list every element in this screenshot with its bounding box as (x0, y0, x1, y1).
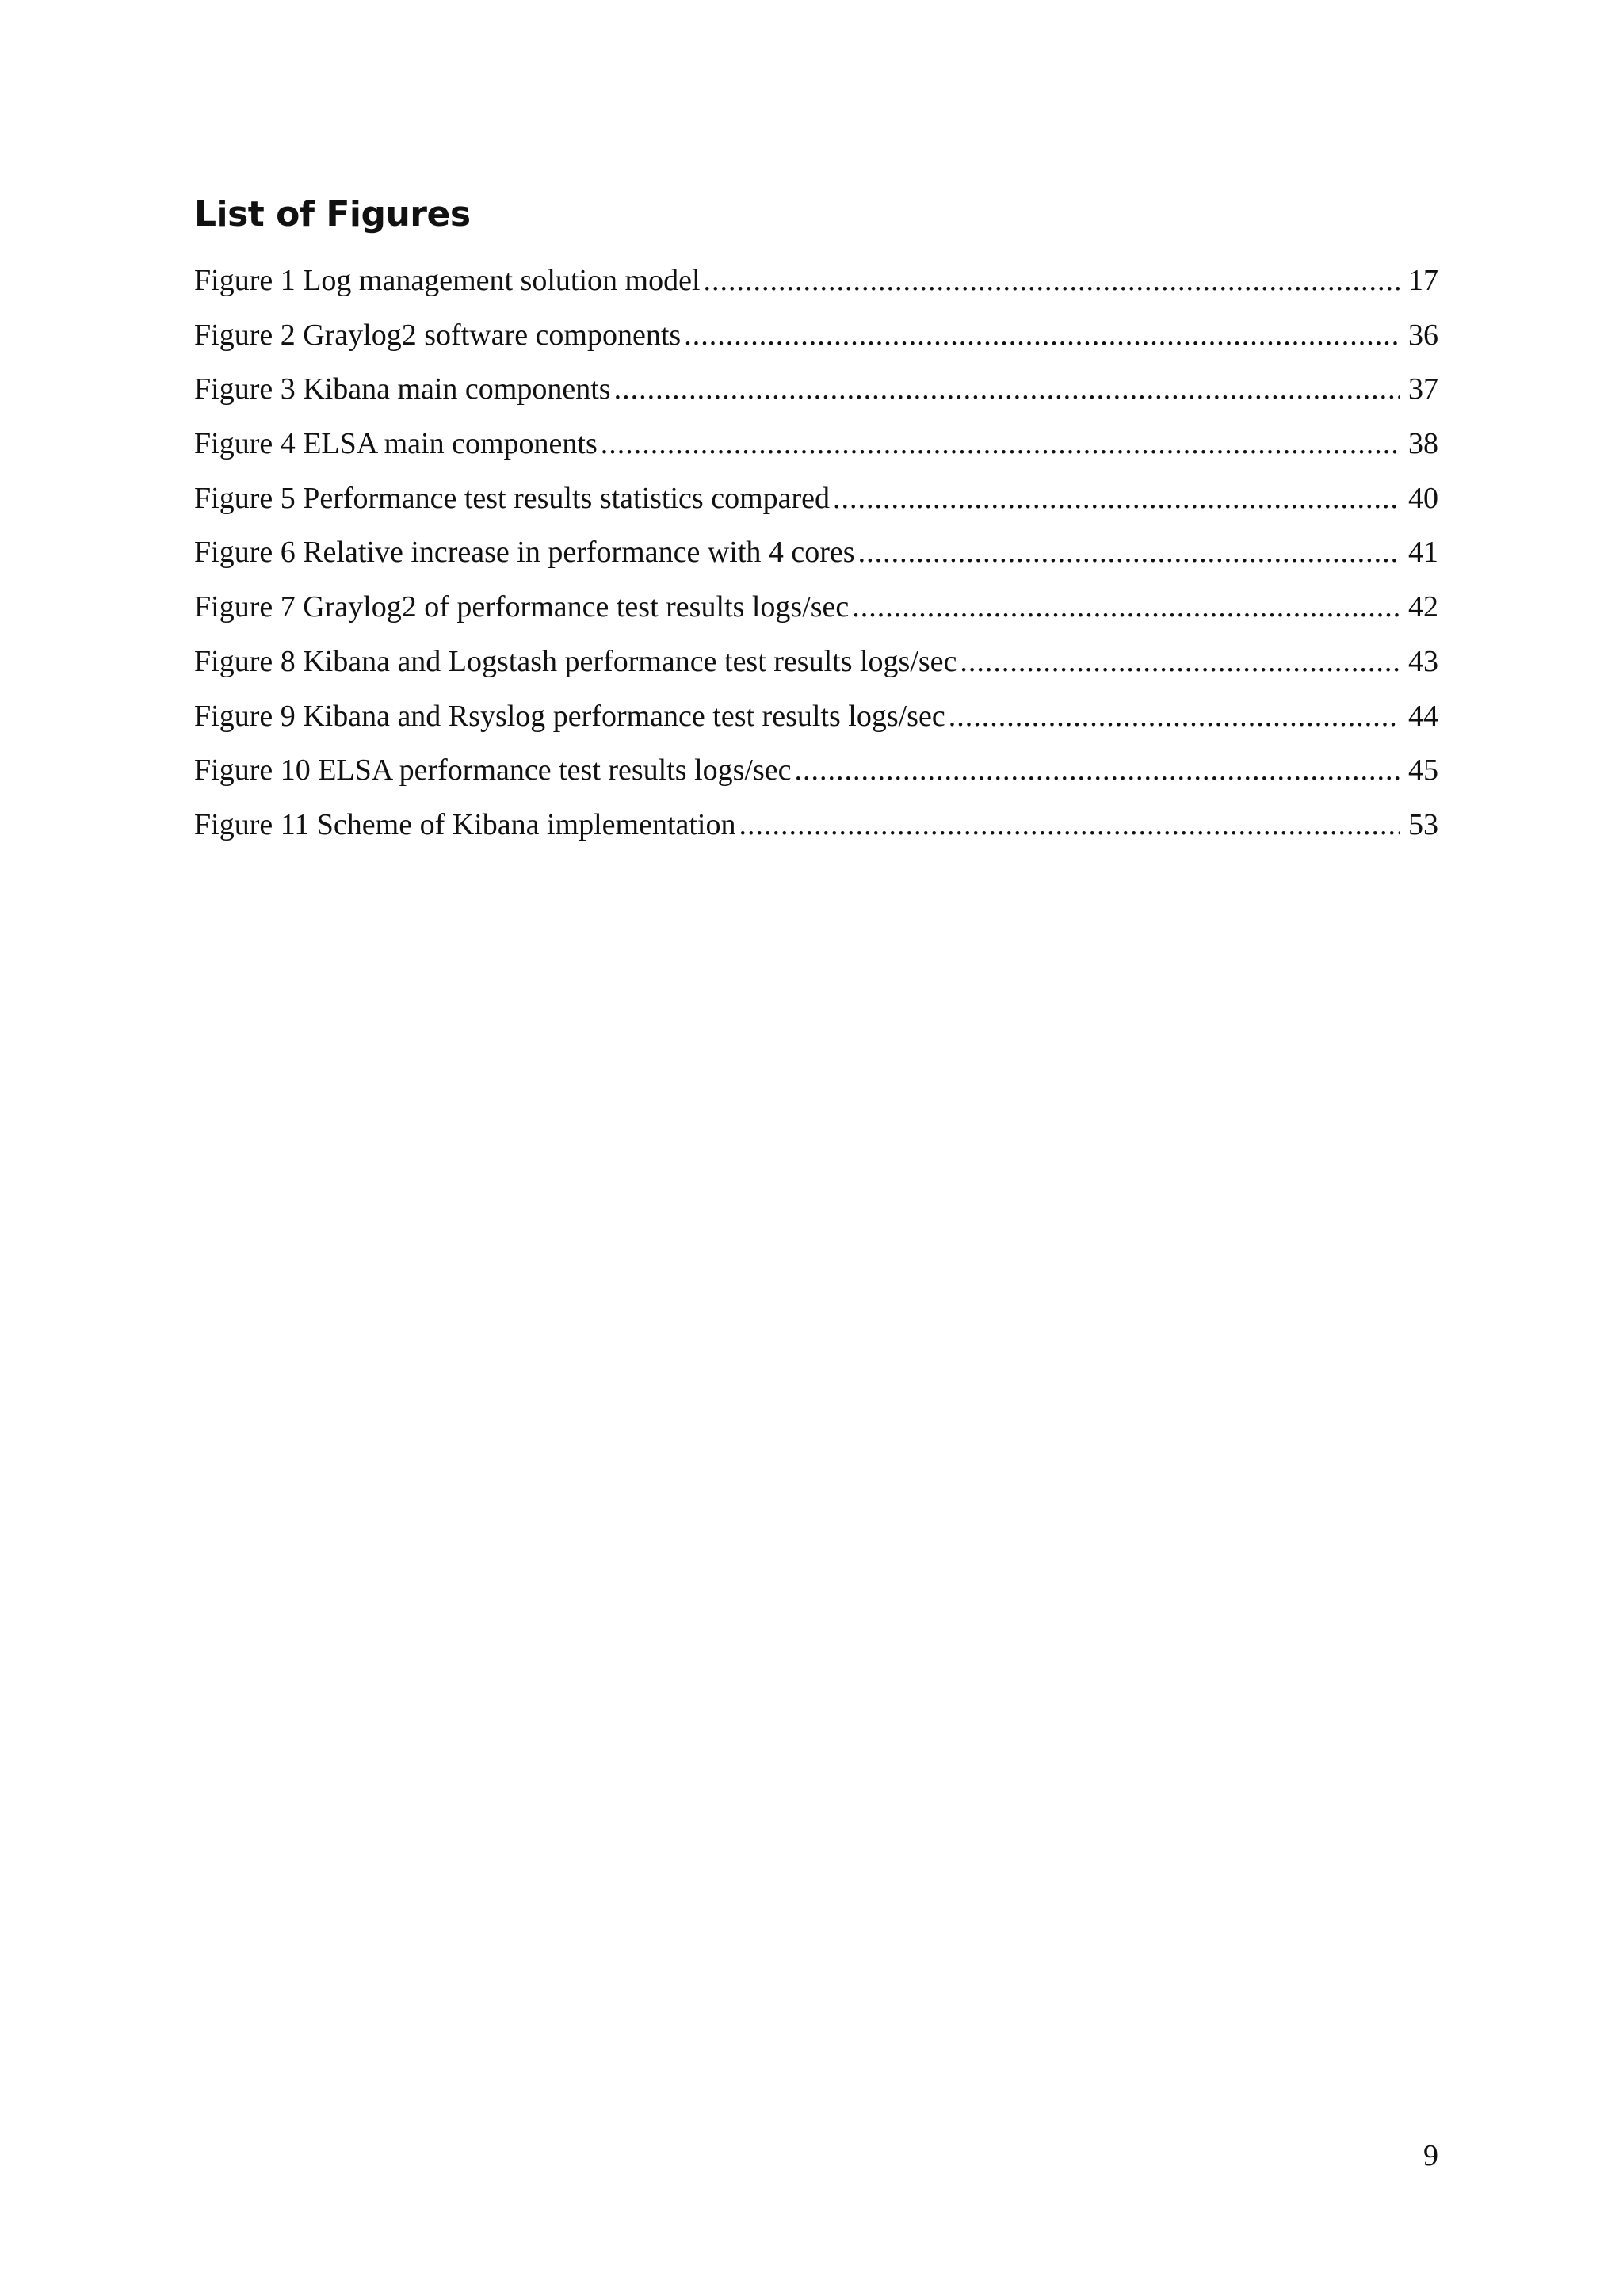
figure-entry-page[interactable]: 17 (1408, 264, 1438, 297)
figure-entry-label[interactable]: Figure 9 Kibana and Rsyslog performance test results logs/sec (194, 699, 945, 733)
dot-leader (601, 421, 1400, 466)
figure-entry[interactable] (194, 748, 1438, 803)
figure-entry[interactable] (194, 367, 1438, 421)
figure-entry-page[interactable]: 36 (1408, 318, 1438, 352)
figure-entry-page[interactable]: 38 (1408, 427, 1438, 461)
figure-entry[interactable] (194, 421, 1438, 476)
figure-entry[interactable] (194, 694, 1438, 749)
figure-entry-page[interactable]: 40 (1408, 481, 1438, 515)
figure-entry-label[interactable]: Figure 11 Scheme of Kibana implementation (194, 807, 736, 841)
figure-entry[interactable] (194, 313, 1438, 368)
figure-entry[interactable] (194, 476, 1438, 531)
figure-entry-label[interactable]: Figure 8 Kibana and Logstash performance test results logs/sec (194, 644, 957, 678)
dot-leader (739, 803, 1400, 847)
figure-entry-label[interactable]: Figure 2 Graylog2 software components (194, 318, 682, 352)
dot-leader (684, 313, 1400, 357)
page-number: 9 (1423, 2139, 1438, 2172)
figure-entry-page[interactable]: 37 (1408, 372, 1438, 406)
figure-entry[interactable] (194, 803, 1438, 857)
dot-leader (795, 748, 1400, 792)
dot-leader (949, 694, 1400, 738)
figure-entry-page[interactable]: 45 (1408, 753, 1438, 788)
figure-entry[interactable] (194, 530, 1438, 585)
dot-leader (852, 585, 1400, 629)
figure-entry-label[interactable]: Figure 4 ELSA main components (194, 427, 598, 461)
figure-entry-page[interactable]: 41 (1408, 536, 1438, 570)
figure-entry-label[interactable]: Figure 7 Graylog2 of performance test results logs/sec (194, 590, 850, 624)
figure-entry-label[interactable]: Figure 1 Log management solution model (194, 264, 701, 297)
list-of-figures-heading: List of Figures (194, 194, 471, 235)
figure-entry-page[interactable]: 53 (1408, 807, 1438, 841)
dot-leader (960, 639, 1400, 684)
dot-leader (858, 530, 1400, 574)
figure-entry-page[interactable]: 43 (1408, 644, 1438, 678)
figure-entry[interactable] (194, 585, 1438, 639)
dot-leader (614, 367, 1400, 411)
figure-entry[interactable] (194, 639, 1438, 694)
figure-entry-label[interactable]: Figure 6 Relative increase in performance with 4 cores (194, 536, 855, 570)
figure-entry[interactable] (194, 258, 1438, 313)
figure-entry-page[interactable]: 42 (1408, 590, 1438, 624)
dot-leader (833, 476, 1400, 521)
figure-entry-label[interactable]: Figure 10 ELSA performance test results logs/sec (194, 753, 792, 788)
figure-entry-page[interactable]: 44 (1408, 699, 1438, 733)
figure-entry-label[interactable]: Figure 3 Kibana main components (194, 372, 611, 406)
list-of-figures (194, 258, 1438, 857)
dot-leader (704, 258, 1400, 303)
figure-entry-label[interactable]: Figure 5 Performance test results statistics compared (194, 481, 831, 515)
